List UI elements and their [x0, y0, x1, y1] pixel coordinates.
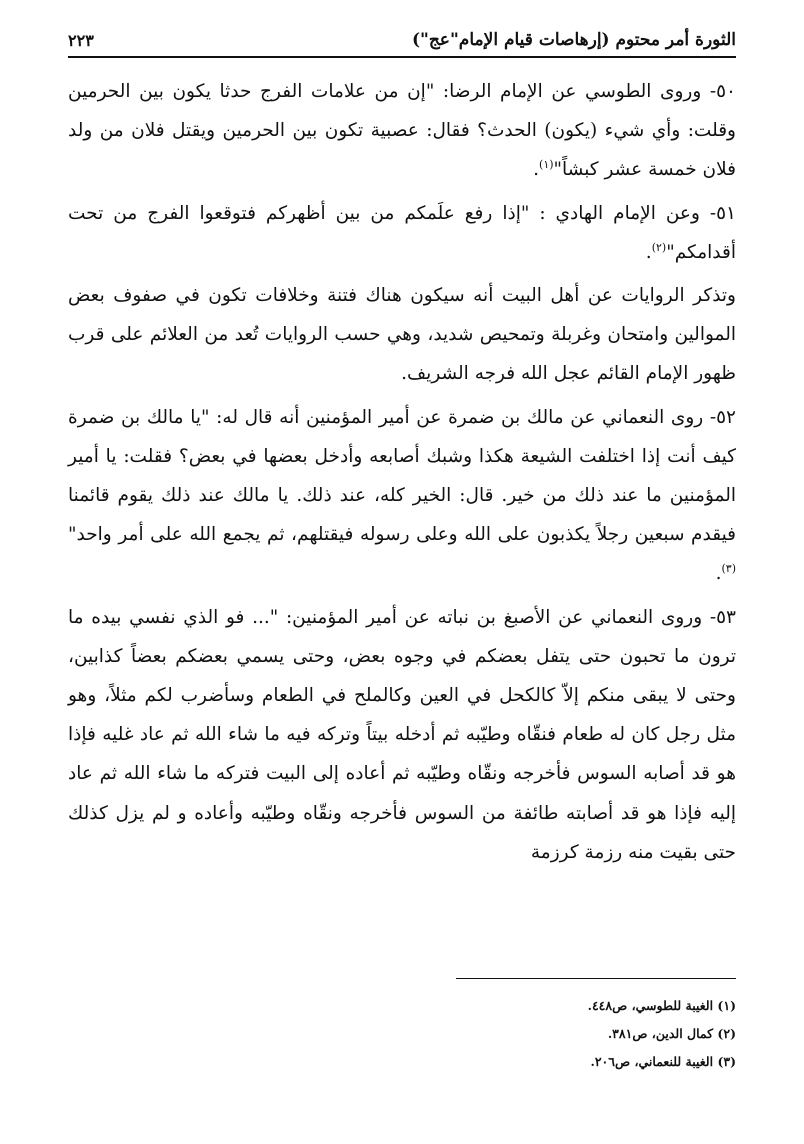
paragraph-intro: وتذكر الروايات عن أهل البيت أنه سيكون هناك فتنة وخلافات تكون في صفوف بعض الموالين وامتحان وغربلة وتمحيص شديد، وهي حسب الروايات تُعد من العلائم على قرب ظهور الإمام القائم عجل الله فرجه الشريف. — [68, 285, 736, 385]
footnote-divider — [456, 978, 736, 979]
footnote-ref-2: (٢) — [651, 240, 667, 254]
page-number: ٢٢٣ — [68, 31, 94, 50]
footnote-1: (١) الغيبة للطوسي، ص٤٤٨. — [587, 998, 736, 1013]
paragraph-52: ٥٢- روى النعماني عن مالك بن ضمرة عن أمير المؤمنين أنه قال له: "يا مالك بن ضمرة كيف أنت إذا اختلفت الشيعة هكذا وشبك أصابعه وأدخل بعضها في بعض؟ فقلت: يا أمير المؤمنين ما عند ذلك من خير. قال: الخير كله، عند ذلك. يا مالك عند ذلك يقوم قائمنا فيقدم سبعين رجلاً يكذبون على الله وعلى رسوله فيقتلهم، ثم يجمع الله على أمر واحد"$^{(٣)}$. — [68, 406, 736, 585]
page — [68, 30, 736, 872]
paragraph-50: ٥٠- وروى الطوسي عن الإمام الرضا: "إن من علامات الفرج حدثا يكون بين الحرمين وقلت: وأي شيء (يكون) الحدث؟ فقال: عصبية تكون بين الحرمين ويقتل فلان من ولد فلان خمسة عشر كبشاً"$^{(١)}$. — [68, 81, 736, 181]
running-header — [68, 30, 736, 58]
footnote-2: (٢) كمال الدين، ص٣٨١. — [607, 1026, 736, 1041]
running-title: الثورة أمر محتوم (إرهاصات قيام الإمام"عج") — [411, 30, 736, 50]
footnote-3: (٣) الغيبة للنعماني، ص٢٠٦. — [590, 1054, 736, 1069]
footnotes — [68, 992, 736, 1076]
paragraph-53: ٥٣- وروى النعماني عن الأصبغ بن نباته عن أمير المؤمنين: "... فو الذي نفسي بيده ما ترون ما تحبون حتى يتفل بعضكم في وجوه بعض، وحتى يسمي بعضكم بعضاً كذابين، وحتى لا يبقى منكم إلاّ كالكحل في العين وكالملح في الطعام وسأضرب لكم مثلاً، وهو مثل رجل كان له طعام فنقّاه وطيّبه ثم أدخله بيتاً وتركه فيه ما شاء الله ثم عاد غليه فإذا هو قد أصابه السوس فأخرجه ونقّاه وطيّبه ثم أعاده إلى البيت فتركه ما شاء الله ثم عاد إليه فإذا هو قد أصابته طائفة من السوس فأخرجه ونقّاه وطيّبه وأعاده و لم يزل كذلك حتى بقيت منه رزمة كرزمة — [68, 606, 736, 863]
body-text — [68, 72, 736, 872]
footnote-ref-3: (٣) — [721, 562, 736, 576]
footnote-ref-1: (١) — [539, 158, 554, 172]
paragraph-51: ٥١- وعن الإمام الهادي : "إذا رفع علَمكم من بين أظهركم فتوقعوا الفرج من تحت أقدامكم"$^{(٢)}$. — [68, 202, 736, 263]
